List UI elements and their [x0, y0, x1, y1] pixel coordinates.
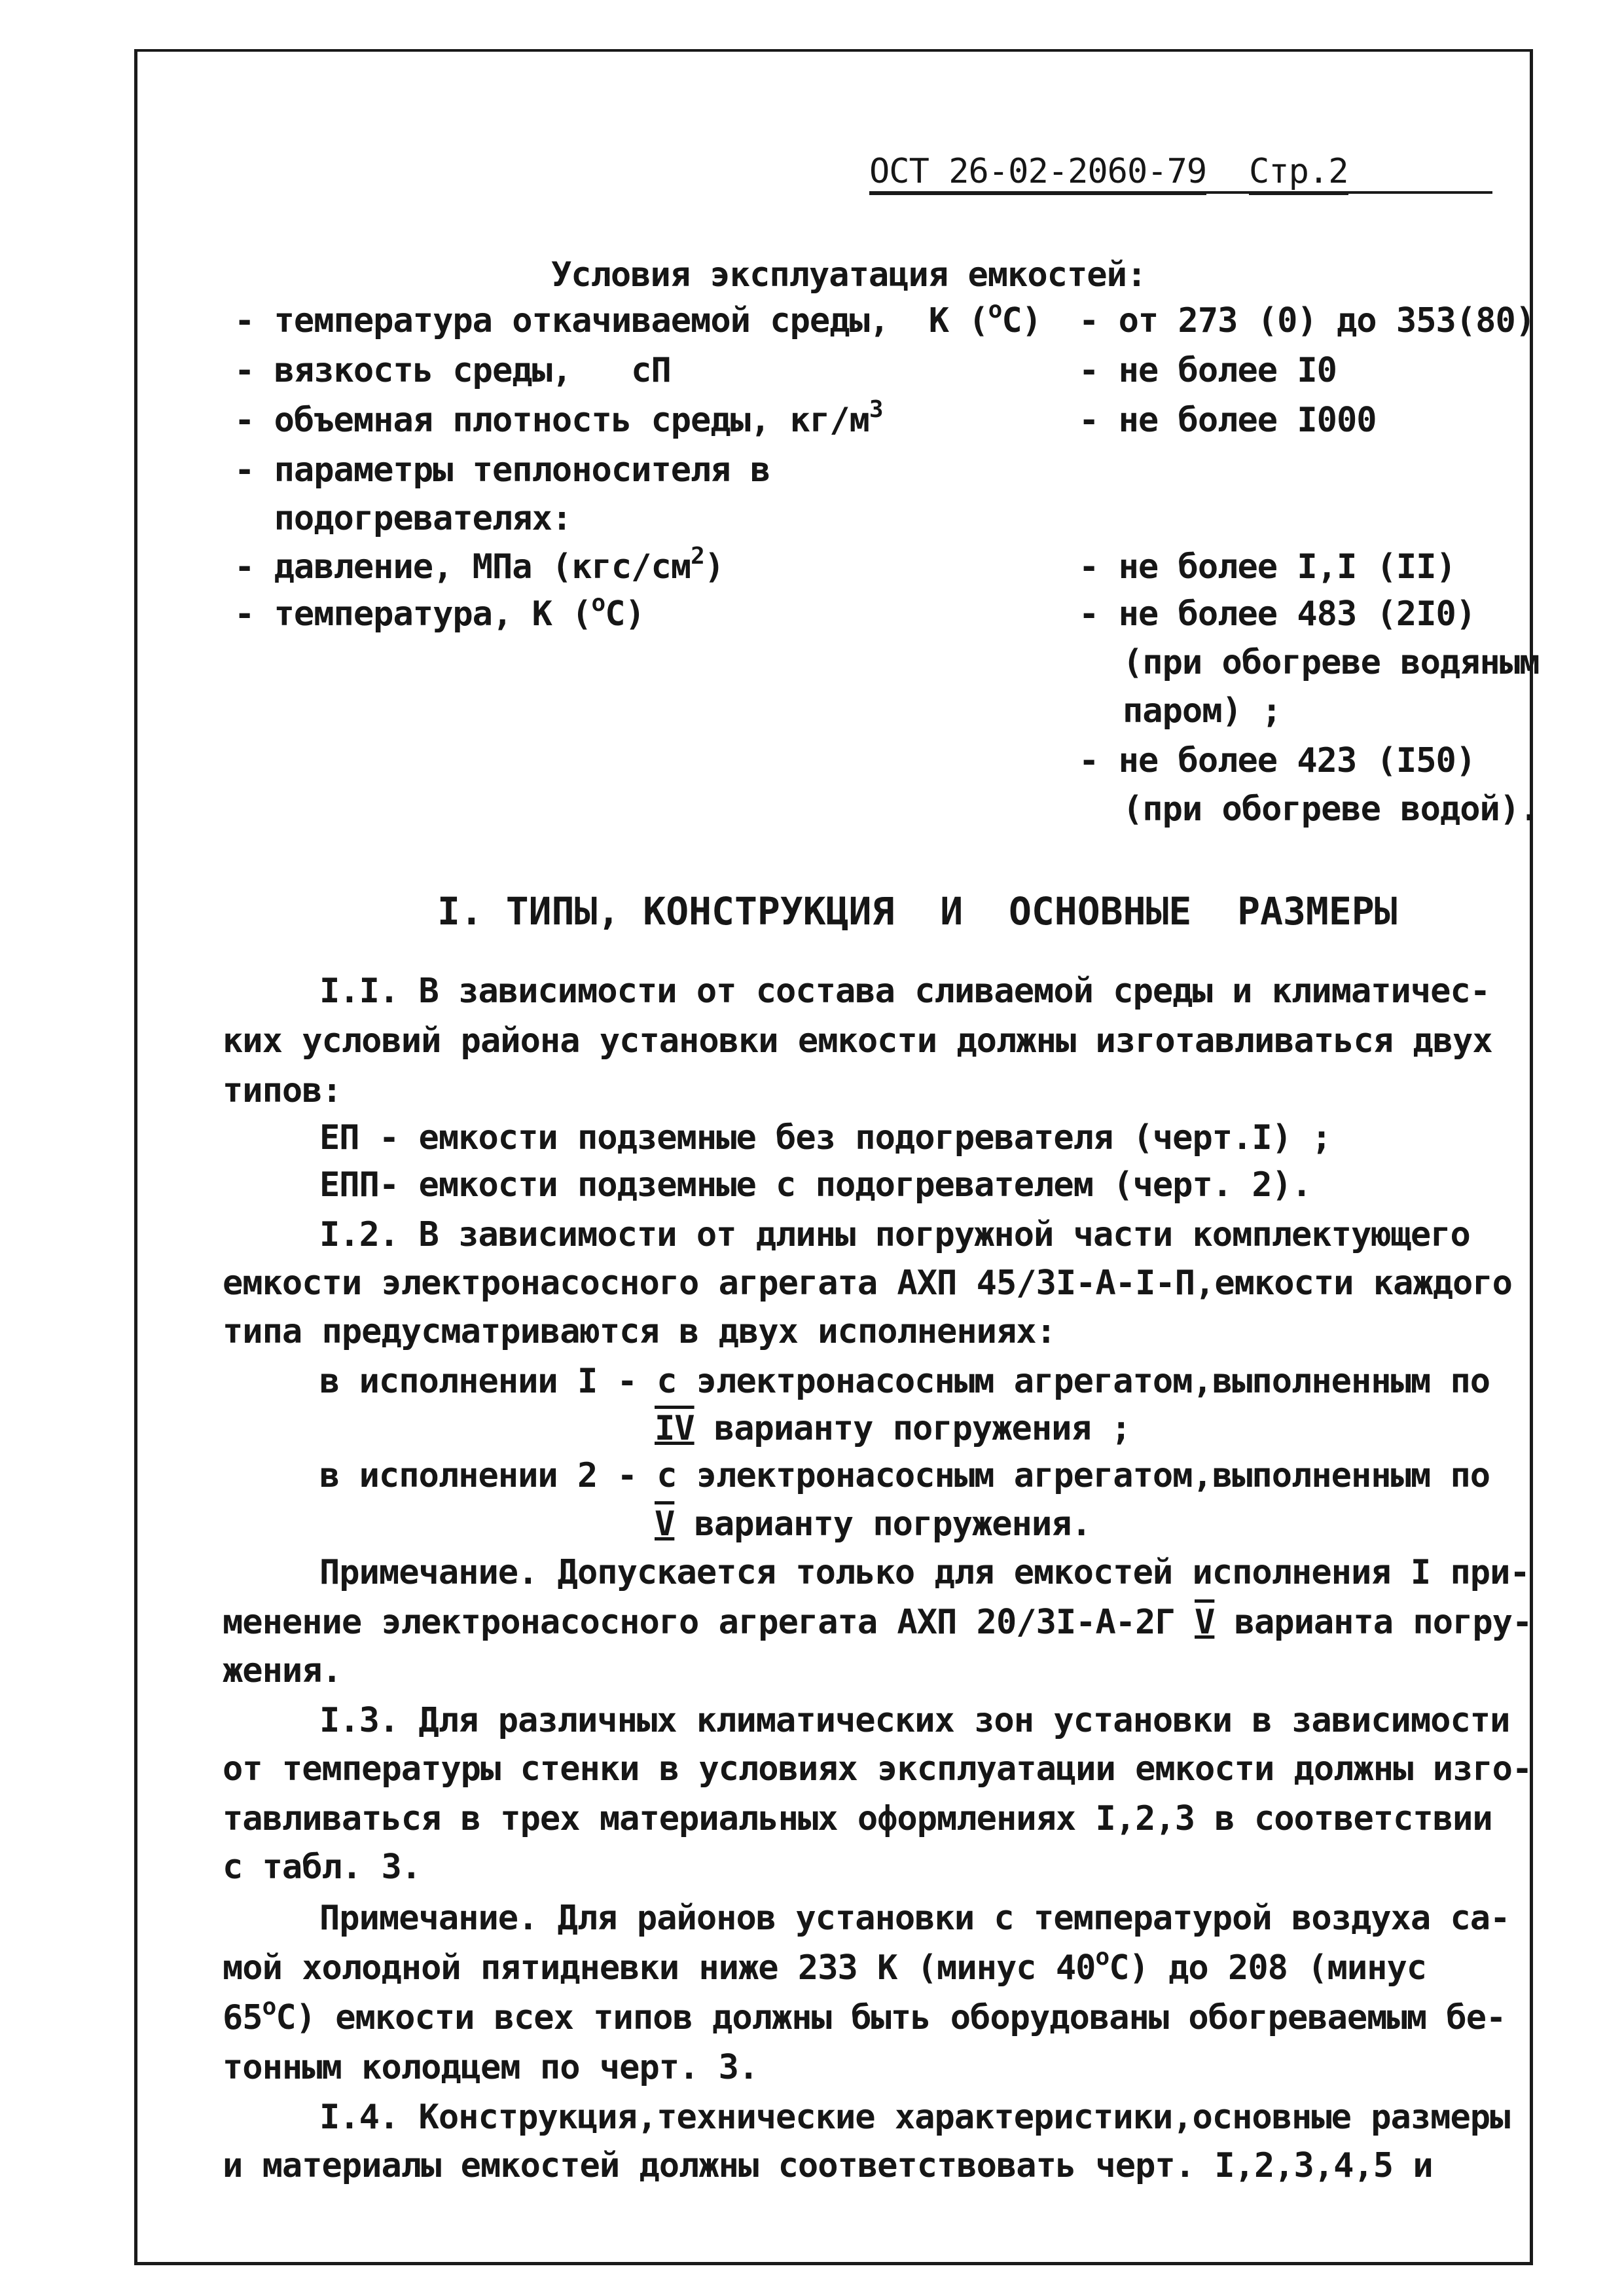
body-line: I.2. В зависимости от длины погружной части комплектующего — [319, 1215, 1470, 1254]
body-line: в исполнении 2 - с электронасосным агрегатом,выполненным по — [319, 1456, 1490, 1495]
body-line: жения. — [223, 1651, 342, 1690]
cond-value-10: - не более 423 (I50) — [1079, 741, 1476, 780]
body-line: мой холодной пятидневки ниже 233 К (минус $40^оС$) до 208 (минус — [223, 1944, 1427, 1988]
body-line: Примечание. Допускается только для емкостей исполнения I при- — [319, 1553, 1530, 1592]
body-line: IV варианту погружения ; — [655, 1409, 1131, 1448]
cond-value-7: - не более 483 (2I0) — [1079, 594, 1476, 634]
body-line: ЕП - емкости подземные без подогревателя (черт.I) ; — [319, 1118, 1331, 1157]
body-line: и материалы емкостей должны соответствовать черт. I,2,3,4,5 и — [223, 2146, 1433, 2185]
cond-value-11: (при обогреве водой). — [1123, 790, 1540, 829]
cond-value-9: паром) ; — [1123, 691, 1282, 731]
body-line: ЕПП- емкости подземные с подогревателем (черт. 2). — [319, 1165, 1312, 1205]
conditions-heading: Условия эксплуатация емкостей: — [551, 255, 1147, 295]
body-line: I.I. В зависимости от состава сливаемой среды и климатичес- — [319, 972, 1490, 1011]
header-rule — [869, 191, 1492, 194]
body-line: V варианту погружения. — [655, 1504, 1091, 1544]
body-line: от температуры стенки в условиях эксплуатации емкости должны изго- — [223, 1749, 1532, 1789]
body-line: ких условий района установки емкости должны изготавливаться двух — [223, 1021, 1492, 1061]
body-line: $65^оС$) емкости всех типов должны быть оборудованы обогреваемым бе- — [223, 1994, 1506, 2037]
body-line: тонным колодцем по черт. 3. — [223, 2048, 759, 2087]
body-line: емкости электронасосного агрегата АХП 45/3I-А-I-П,емкости каждого — [223, 1264, 1512, 1303]
body-line: типов: — [223, 1071, 342, 1110]
body-line: в исполнении I - с электронасосным агрегатом,выполненным по — [319, 1362, 1490, 1401]
body-line: тавливаться в трех материальных оформлениях I,2,3 в соответствии — [223, 1799, 1492, 1838]
section-title: I. ТИПЫ, КОНСТРУКЦИЯ И ОСНОВНЫЕ РАЗМЕРЫ — [437, 889, 1398, 934]
cond-value-6: - не более I,I (II) — [1079, 547, 1456, 587]
body-line: Примечание. Для районов установки с температурой воздуха са- — [319, 1899, 1510, 1938]
cond-label-1: - температура откачиваемой среды, К ($^о$С) — [234, 297, 1041, 340]
body-line: I.4. Конструкция,технические характеристики,основные размеры — [319, 2098, 1510, 2137]
cond-label-3: - объемная плотность среды, $кг/м^3$ — [234, 396, 883, 440]
cond-value-2: - не более I0 — [1079, 351, 1337, 390]
cond-label-7: - температура, К ($^о$С) — [234, 590, 645, 634]
body-line: типа предусматриваются в двух исполнениях: — [223, 1312, 1056, 1351]
cond-label-4: - параметры теплоносителя в — [234, 450, 770, 490]
cond-value-3: - не более I000 — [1079, 401, 1377, 440]
doc-code: ОСТ 26-02-2060-79 — [869, 152, 1206, 195]
page-number: Стр.2 — [1249, 152, 1348, 195]
cond-label-6: - давление, МПа $(кгс/см^2)$ — [234, 543, 725, 587]
body-line: с табл. 3. — [223, 1848, 422, 1887]
body-line: I.3. Для различных климатических зон установки в зависимости — [319, 1701, 1510, 1740]
cond-label-2: - вязкость среды, сП — [234, 351, 671, 390]
cond-value-8: (при обогреве водяным — [1123, 643, 1540, 682]
cond-label-5: подогревателях: — [234, 499, 572, 538]
body-line: менение электронасосного агрегата АХП 20/3I-А-2Г V варианта погру- — [223, 1603, 1532, 1642]
cond-value-1: - от 273 (0) до 353(80) — [1079, 301, 1536, 340]
